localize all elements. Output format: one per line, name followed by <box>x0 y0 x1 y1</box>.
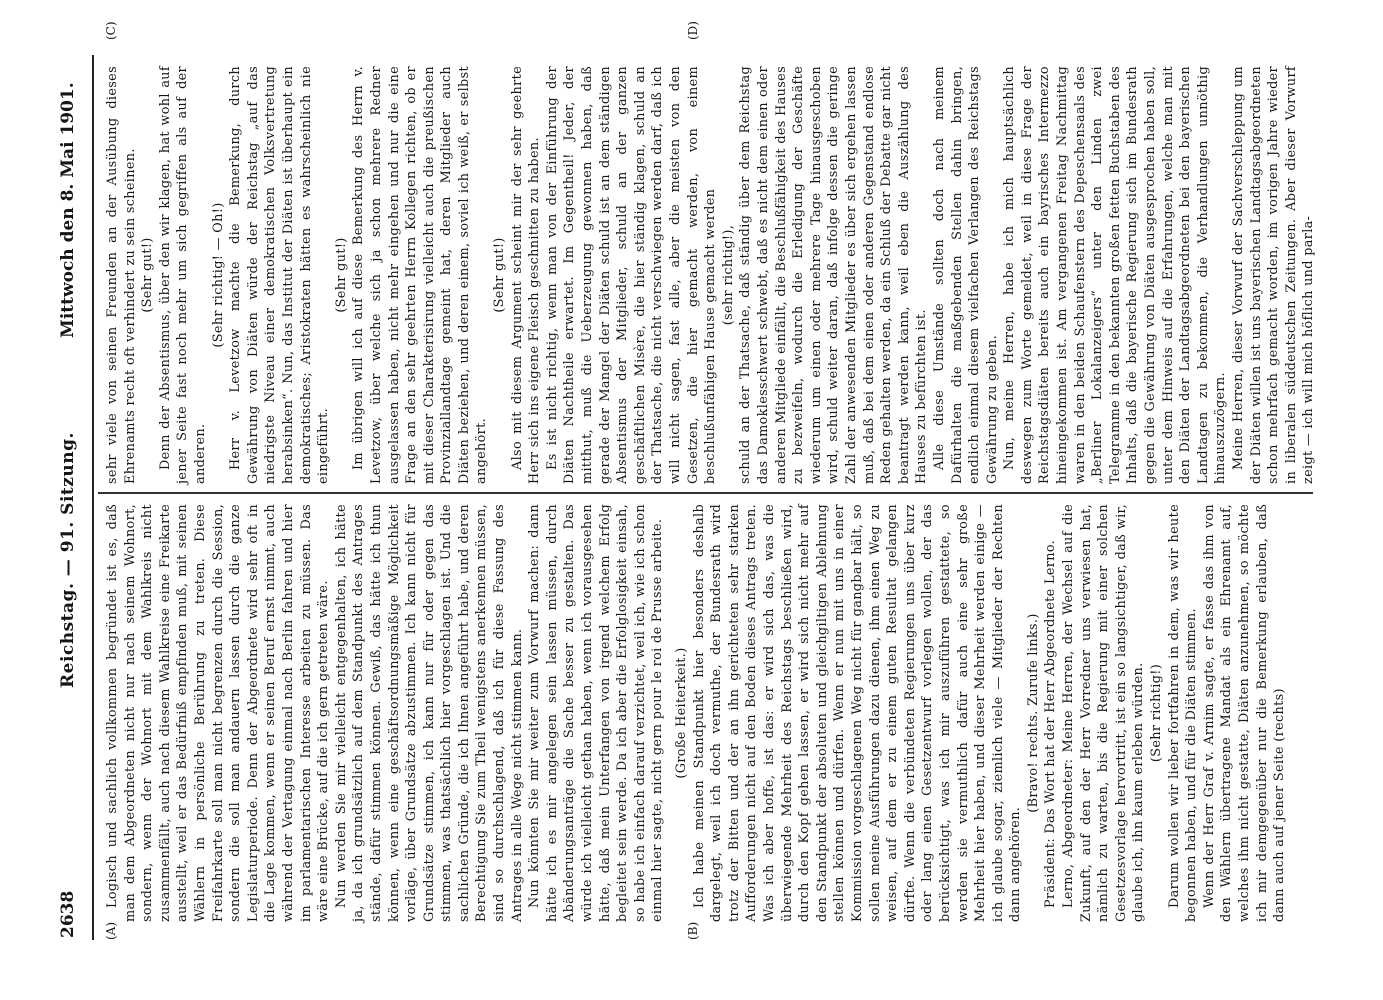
left-column <box>104 504 1289 922</box>
interjection: (Sehr gut!) <box>140 237 156 313</box>
interjection: (Sehr gut!) <box>333 237 349 313</box>
interjection: (Sehr gut!) <box>492 237 508 313</box>
paragraph: sehr viele von seinen Freunden an der Ausübung dieses Ehrenamts recht oft verhindert zu sein scheinen. <box>105 66 138 484</box>
paragraph: Wenn der Herr Graf v. Arnim sagte, er fasse das ihm von den Wählern übertragene Mandat als ein Ehrenamt auf, welches ihm nicht gestatte, Diäten anzunehmen, so möchte ich mir demgegenüber nur die Bemerkung erlauben, daß dann auch auf jener Seite (rechts) <box>1201 504 1288 922</box>
paragraph: schuld an der Thatsache, daß ständig über dem Reichstag das Damoklesschwert schwebt, daß es nicht dem einen oder anderen Mitgliede einfällt, die Beschlußfähigkeit des Hauses zu bezweifeln, wodurch die Erledigung der Geschäfte wiederum um einen oder mehrere Tage hinausgeschoben wird, schuld weiter daran, daß infolge dessen die geringe Zahl der anwesenden Mitglieder es über sich ergehen lassen muß, daß bei dem einen oder anderen Gegenstand endlose Reden gehalten werden, da ein Schluß der Debatte gar nicht beantragt werden kann, weil eben die Auszählung des Hauses zu befürchten ist. <box>738 66 930 484</box>
interjection: (Große Heiterkeit.) <box>674 647 689 779</box>
paragraph: Im übrigen will ich auf diese Bemerkung des Herrn v. Levetzow, über welche sich ja schon mehrere Redner ausgelassen haben, nicht mehr eingehen und nur die eine Frage an den sehr geehrten Herrn Kollegen richten, ob er mit dieser Charakterisirung vielleicht auch die preußischen Provinziallandtage gemeint hat, deren Mitglieder auch Diäten beziehen, und deren einem, soviel ich weiß, er selbst angehört. <box>351 66 490 484</box>
margin-mark-c: (C) <box>104 21 118 40</box>
session-date: Mittwoch den 8. Mai 1901. <box>58 82 78 338</box>
interjection: (sehr richtig!), <box>720 224 736 326</box>
paragraph: Es ist nicht richtig, wenn man von der Einführung der Diäten Nachtheile erwartet. Im Gegentheil! Jeder, der mitthut, muß die Ueberzeugung gewonnen haben, daß gerade der Mangel der Diäten schuld ist an dem ständigen Absentismus der Mitglieder, schuld an der ganzen geschäftlichen Misère, die hier ständig klagen, schuld an der Thatsache, die nicht verschwiegen werden darf, daß ich will nicht sagen, fast alle, aber die meisten von den Gesetzen, die hier gemacht werden, von einem beschlußunfähigen Hause gemacht werden <box>544 66 719 484</box>
speaker-line: Präsident: Das Wort hat der Herr Abgeordnete Lerno. <box>1043 539 1059 908</box>
page-number: 2638 <box>58 890 78 938</box>
paragraph: Ich habe meinen Standpunkt hier besonders deshalb dargelegt, weil ich doch vermuthe, der Bundesrath wird trotz der Bitten und der an ihn gerichteten sehr starken Aufforderungen nicht auf den Boden dieses Antrags treten. Was ich aber hoffe, ist das: er wird sich das, was die überwiegende Mehrheit des Reichstags beschließen wird, durch den Kopf gehen lassen, er wird sich nicht mehr auf den Standpunkt der absoluten und gleichgiltigen Ablehnung stellen können und dürfen. Wenn er nun mit uns in einer Kommission vorgeschlagenen Weg nicht für gangbar hält, so sollen meine Ausführungen dazu dienen, ihm einen Weg zu weisen, auf dem er zu einem guten Resultat gelangen dürfte. Wenn die verbündeten Regierungen uns über kurz oder lang einen Gesetzentwurf vorlegen wollen, der das berücksichtigt, was ich mir auszuführen gestattete, so werden sie vermuthlich dafür auch eine sehr große Mehrheit hier haben, und dieser Mehrheit werden einige — ich glaube sogar, ziemlich viele — Mitglieder der Rechten dann angehören. <box>691 504 1024 922</box>
interjection: (Sehr richtig!) <box>1149 663 1165 763</box>
margin-mark-b: (B) <box>686 921 700 940</box>
paragraph: Herr v. Levetzow machte die Bemerkung, durch Gewährung von Diäten würde der Reichstag „auf das niedrigste Niveau einer demokratischen Volksvertretung herabsinken“. Nun, das Institut der Diäten ist überhaupt ein demokratisches; Aristokraten hätten es wahrscheinlich nie eingeführt. <box>228 66 332 484</box>
paragraph: Nun werden Sie mir vielleicht entgegenhalten, ich hätte ja, da ich grundsätzlich auf dem Standpunkt des Antrages stände, dafür stimmen können. Gewiß, das hätte ich thun können, wenn eine geschäftsordnungsmäßige Möglichkeit vorläge, über Grundsätze abzustimmen. Ich kann nicht für Grundsätze stimmen, ich kann nur für oder gegen das stimmen, was thatsächlich hier vorgeschlagen ist. Und die sachlichen Gründe, die ich Ihnen angeführt habe, und deren Berechtigung Sie zum Theil wenigstens anerkennen müssen, sind so durchschlagend, daß ich für diese Fassung des Antrages in alle Wege nicht stimmen kann. <box>333 504 525 922</box>
margin-mark-d: (D) <box>686 21 700 40</box>
paragraph: Denn der Absentismus, über den wir klagen, hat wohl auf jener Seite fast noch mehr um sich gegriffen als auf der anderen. <box>157 66 208 484</box>
paragraph: Nun, meine Herren, habe ich mich hauptsächlich deswegen zum Worte gemeldet, weil in diese Frage der Reichstagsdiäten bereits auch ein bayrisches Intermezzo hineingekommen ist. Am vergangenen Freitag Nachmittag waren in den beiden Schaufenstern des Depeschensaals des „Berliner Lokalanzeigers“ unter den Linden zwei Telegramme in den bekannten großen fetten Buchstaben des Inhalts, daß die bayerische Regierung sich im Bundesrath gegen die Gewährung von Diäten ausgesprochen haben soll, unter dem Hinweis auf die Erfahrungen, welche man mit den Diäten der Landtagsabgeordneten bei den bayerischen Landtagen zu bekommen, die Verhandlungen unnöthig hinauszuzögern. <box>1002 66 1229 484</box>
paragraph: Also mit diesem Argument scheint mir der sehr geehrte Herr sich ins eigene Fleisch geschnitten zu haben. <box>509 66 543 484</box>
interjection: (Sehr richtig! — Oh!) <box>210 202 226 348</box>
paragraph: Alle diese Umstände sollten doch nach meinem Dafürhalten die maßgebenden Stellen dahin bringen, endlich einmal diesem vielfachen Verlangen des Reichstags Gewährung zu geben. <box>931 66 1000 484</box>
margin-mark-a: (A) <box>104 921 118 940</box>
paragraph: Lerno, Abgeordneter: Meine Herren, der Wechsel auf die Zukunft, auf den der Herr Vorredner uns verwiesen hat, nämlich zu warten, bis die Regierung mit einer solchen Gesetzesvorlage hervortritt, ist ein so langsichtiger, daß wir, glaube ich, ihn kaum erleben würden. <box>1061 504 1147 922</box>
header-rule <box>92 55 94 940</box>
paragraph: Logisch und sachlich vollkommen begründet ist es, daß man dem Abgeordneten nicht nur nach seinem Wohnort, sondern, wenn der Wohnort mit dem Wahlkreis nicht zusammenfällt, auch nach diesem Wahlkreise eine Freikarte ausstellt, weil er das Bedürfniß empfinden muß, mit seinen Wählern in persönliche Berührung zu treten. Diese Freifahrkarte soll man nicht begrenzen durch die Session, sondern die soll man andauern lassen durch die ganze Legislaturperiode. Denn der Abgeordnete wird sehr oft in die Lage kommen, wenn er seinen Beruf ernst nimmt, auch während der Vertagung einmal nach Berlin fahren und hier im parlamentarischen Interesse arbeiten zu müssen. Das wäre eine Brücke, auf die ich gern getreten wäre. <box>105 504 332 922</box>
paragraph: Nun könnten Sie mir weiter zum Vorwurf machen: dann hätte ich es mir angelegen sein lassen müssen, durch Abänderungsanträge die Sache besser zu gestalten. Das würde ich vielleicht gethan haben, wenn ich vorausgesehen hätte, daß mein Unterfangen von irgend welchem Erfolg begleitet sein werde. Da ich aber die Erfolglosigkeit einsah, so habe ich einfach darauf verzichtet, weil ich, wie ich schon einmal hier sagte, nicht gern pour le roi de Prusse arbeite. <box>527 504 666 922</box>
paragraph: Darum wollen wir lieber fortfahren in dem, was wir heute begonnen haben, und für die Diäten stimmen. <box>1166 504 1200 922</box>
interjection: (Bravo! rechts. Zurufe links.) <box>1025 613 1041 813</box>
column-divider <box>98 492 1313 494</box>
page-header <box>58 58 88 938</box>
right-column <box>104 66 1318 484</box>
paragraph: Meine Herren, dieser Vorwurf der Sachverschleppung um der Diäten willen ist uns bayerischen Landtagsabgeordneten schon mehrfach gemacht worden, im vorigen Jahre wieder in liberalen süddeutschen Zeitungen. Aber dieser Vorwurf zeigt — ich will mich höflich und parla- <box>1231 66 1317 484</box>
session-title: Reichstag. — 91. Sitzung. <box>58 432 78 688</box>
